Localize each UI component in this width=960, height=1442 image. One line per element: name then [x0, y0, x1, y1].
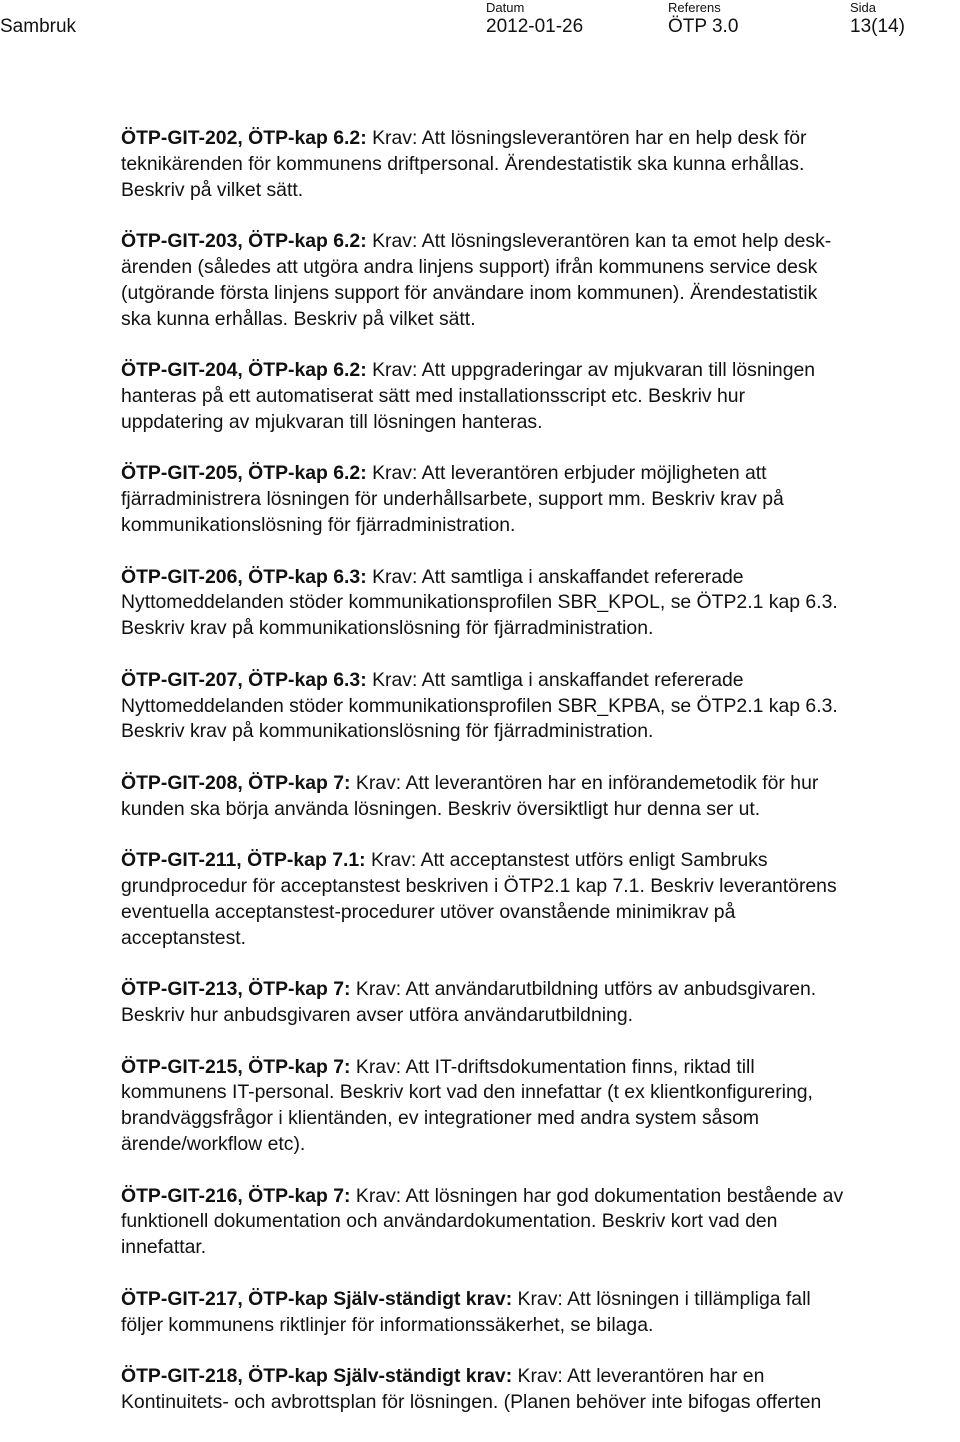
requirement-text: Krav: Att leverantören har en införandemetodik för hur kunden ska börja använda lösningen. Beskriv översiktligt hur denna ser ut.: [121, 771, 819, 820]
requirement-git-208: [121, 771, 957, 823]
requirement-text: Krav: Att lösningsleverantören har en help desk för teknikärenden för kommunens driftpersonal. Ärendestatistik ska kunna erhållas. Beskriv på vilket sätt.: [121, 127, 807, 201]
requirement-id: ÖTP-GIT-206, ÖTP-kap 6.3:: [121, 565, 367, 588]
requirement-git-218: [121, 1364, 957, 1416]
requirement-id: ÖTP-GIT-208, ÖTP-kap 7:: [121, 771, 351, 794]
page-number: 13(14): [850, 16, 905, 37]
requirement-text: Krav: Att lösningen har god dokumentation bestående av funktionell dokumentation och användardokumentation. Beskriv kort vad den innefattar.: [121, 1184, 844, 1259]
requirement-id: ÖTP-GIT-215, ÖTP-kap 7:: [121, 1055, 351, 1078]
requirement-git-203: [121, 229, 957, 332]
requirement-git-205: [121, 461, 957, 538]
requirement-git-206: [121, 565, 957, 642]
requirement-text: Krav: Att uppgraderingar av mjukvaran till lösningen hanteras på ett automatiserat sätt med installationsscript etc. Beskriv hur uppdatering av mjukvaran till lösningen hanteras.: [121, 359, 816, 433]
requirement-id: ÖTP-GIT-202, ÖTP-kap 6.2:: [121, 127, 367, 149]
requirement-text: Krav: Att lösningen i tillämpliga fall följer kommunens riktlinjer för informationssäkerhet, se bilaga.: [121, 1287, 811, 1336]
requirement-text: Krav: Att samtliga i anskaffandet refererade Nyttomeddelanden stöder kommunikationsprofilen SBR_KPBA, se ÖTP2.1 kap 6.3. Beskriv krav på kommunikationslösning för fjärradministration.: [121, 668, 838, 743]
requirement-git-204: [121, 358, 957, 435]
requirement-git-202: [121, 126, 957, 203]
requirement-id: ÖTP-GIT-218, ÖTP-kap Själv-ständigt krav:: [121, 1365, 513, 1388]
requirement-text: Krav: Att IT-driftsdokumentation finns, riktad till kommunens IT-personal. Beskriv kort vad den innefattar (t ex klientkonfigurering, brandväggsfrågor i klientänden, ev integrationer med andra system såsom ärende/workflow etc).: [121, 1055, 813, 1156]
requirement-git-217: [121, 1287, 957, 1339]
requirement-id: ÖTP-GIT-204, ÖTP-kap 6.2:: [121, 359, 367, 382]
requirement-id: ÖTP-GIT-211, ÖTP-kap 7.1:: [121, 849, 366, 872]
requirement-git-213: [121, 977, 957, 1029]
requirement-id: ÖTP-GIT-203, ÖTP-kap 6.2:: [121, 230, 367, 253]
requirement-text: Krav: Att samtliga i anskaffandet refererade Nyttomeddelanden stöder kommunikationsprofilen SBR_KPOL, se ÖTP2.1 kap 6.3. Beskriv krav på kommunikationslösning för fjärradministration.: [121, 565, 838, 640]
requirement-git-211: [121, 848, 957, 951]
page-header: [0, 0, 960, 40]
requirement-text: Krav: Att leverantören har en Kontinuitets- och avbrottsplan för lösningen. (Planen behöver inte bifogas offerten: [121, 1365, 822, 1414]
requirement-id: ÖTP-GIT-205, ÖTP-kap 6.2:: [121, 462, 367, 485]
requirement-id: ÖTP-GIT-213, ÖTP-kap 7:: [121, 978, 351, 1001]
requirement-text: Krav: Att användarutbildning utförs av anbudsgivaren. Beskriv hur anbudsgivaren avser utföra användarutbildning.: [121, 978, 817, 1027]
requirement-id: ÖTP-GIT-217, ÖTP-kap Själv-ständigt krav:: [121, 1287, 513, 1310]
date-caption: Datum: [486, 0, 525, 15]
requirement-git-207: [121, 668, 957, 745]
reference-value: ÖTP 3.0: [668, 16, 739, 37]
requirement-text: Krav: Att acceptanstest utförs enligt Sambruks grundprocedur för acceptanstest beskriven i ÖTP2.1 kap 7.1. Beskriv leverantörens eventuella acceptanstest-procedurer utöver ovanstående minimikrav på acceptanstest.: [121, 849, 837, 949]
requirement-id: ÖTP-GIT-216, ÖTP-kap 7:: [121, 1184, 351, 1207]
date-value: 2012-01-26: [486, 16, 584, 37]
document-body: [121, 126, 957, 1442]
requirement-text: Krav: Att lösningsleverantören kan ta emot help desk- ärenden (således att utgöra andra linjens support) ifrån kommunens service desk (utgörande första linjens support för användare inom kommunen). Ärendestatistik ska kunna erhållas. Beskriv på vilket sätt.: [121, 230, 832, 330]
reference-caption: Referens: [668, 0, 721, 15]
organization-name: Sambruk: [0, 16, 77, 37]
page-caption: Sida: [850, 0, 877, 15]
requirement-git-216: [121, 1184, 957, 1261]
requirement-id: ÖTP-GIT-207, ÖTP-kap 6.3:: [121, 668, 367, 691]
requirement-git-215: [121, 1055, 957, 1158]
requirement-text: Krav: Att leverantören erbjuder möjligheten att fjärradministrera lösningen för underhållsarbete, support mm. Beskriv krav på kommunikationslösning för fjärradministration.: [121, 462, 784, 536]
